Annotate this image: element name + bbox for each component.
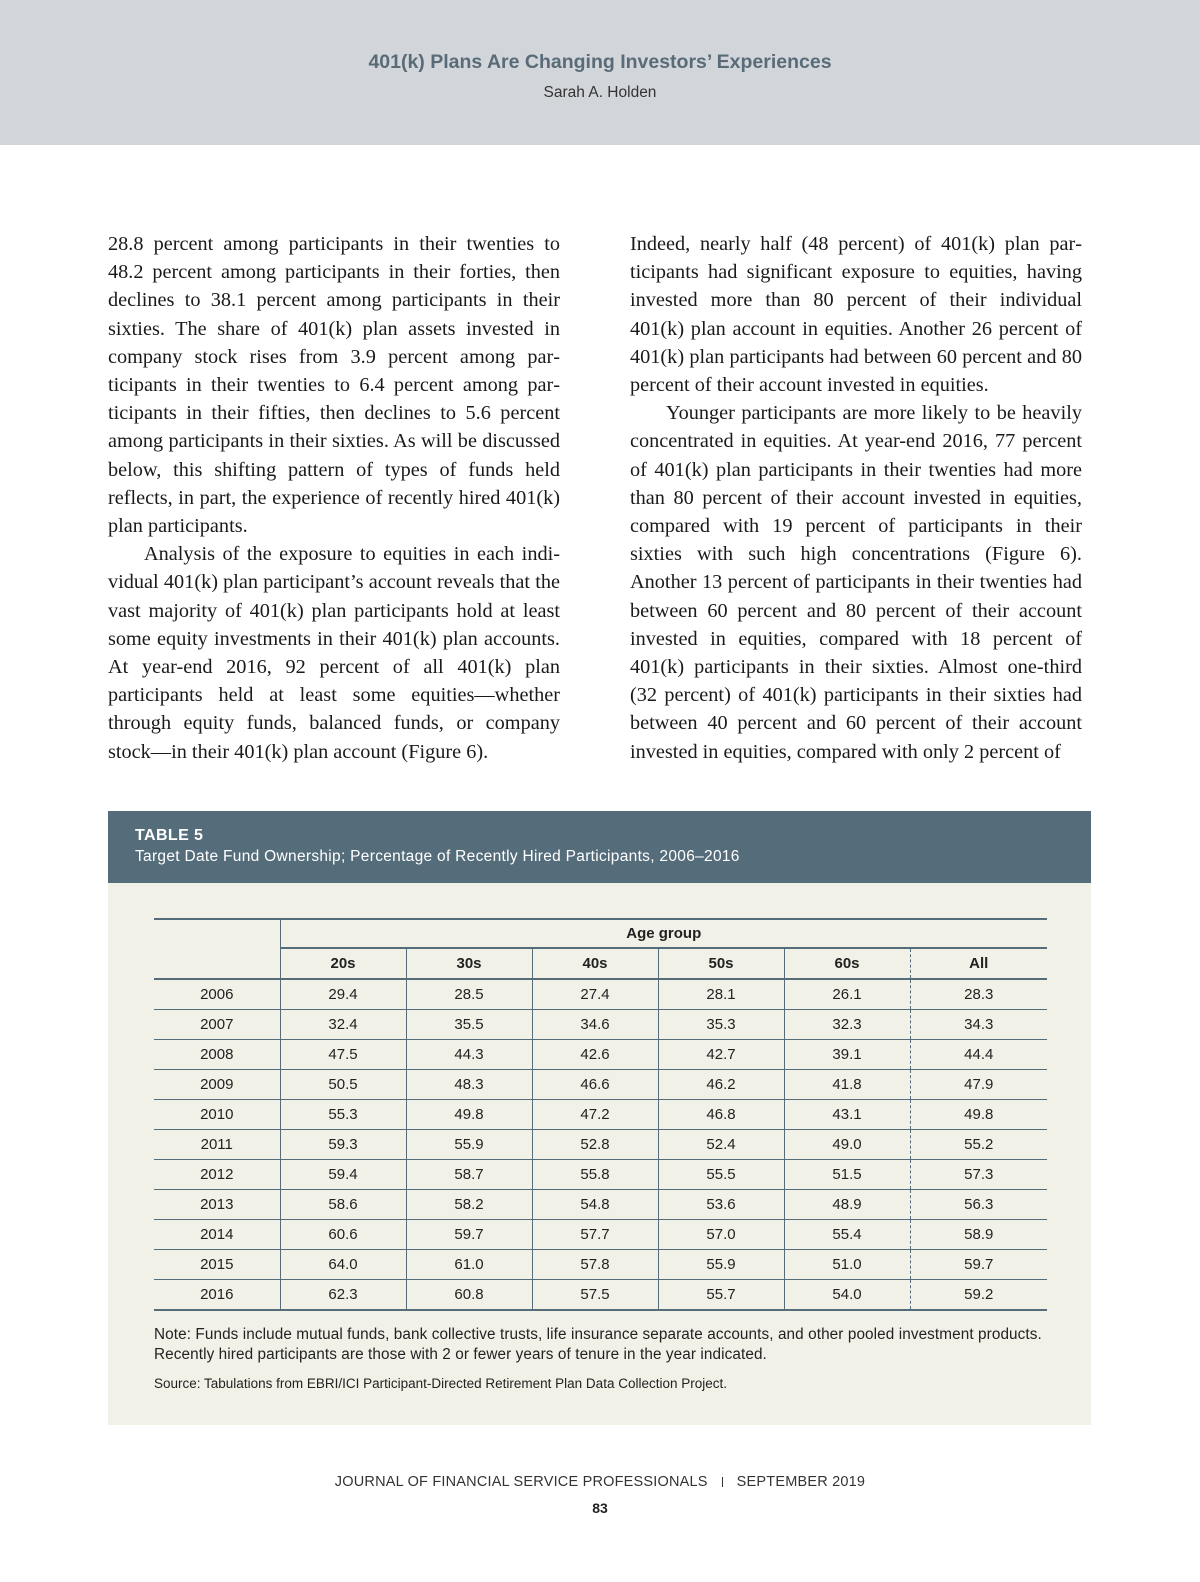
value-cell: 52.4 <box>658 1130 784 1160</box>
value-cell: 55.5 <box>658 1160 784 1190</box>
value-cell: 41.8 <box>784 1070 910 1100</box>
value-cell: 56.3 <box>910 1190 1047 1220</box>
year-cell: 2011 <box>154 1130 280 1160</box>
value-cell: 39.1 <box>784 1040 910 1070</box>
page-footer <box>0 1474 1200 1490</box>
table-source: Source: Tabulations from EBRI/ICI Participant-Directed Retirement Plan Data Collection Project. <box>154 1376 727 1391</box>
value-cell: 51.0 <box>784 1250 910 1280</box>
year-cell: 2016 <box>154 1280 280 1311</box>
value-cell: 35.5 <box>406 1010 532 1040</box>
paragraph: Younger participants are more likely to be heavily concentrated in equities. At year-end 2016, 77 percent of 401(k) plan participants in their twenties had more than 80 percent of their account invested in equities, compared with 19 percent of participants in their sixties with such high concentrations (Figure 6). Another 13 percent of participants in their twenties had between 60 percent and 80 percent of their account invested in equities, compared with 18 percent of 401(k) participants in their sixties. Almost one-third (32 percent) of 401(k) participants in their sixties had between 40 percent and 60 percent of their account invested in equities, compared with only 2 percent of <box>630 402 1082 763</box>
value-cell: 32.4 <box>280 1010 406 1040</box>
age-group-header: Age group <box>280 919 1047 948</box>
paragraph: 28.8 percent among participants in their twenties to 48.2 percent among participants in their forties, then declines to 38.1 percent among participants in their sixties. The share of 401(k) plan assets invested in company stock rises from 3.9 percent among participants in their twenties to 6.4 percent among participants in their fifties, then declines to 5.6 percent among participants in their sixties. As will be discussed below, this shifting pattern of types of funds held reflects, in part, the experience of recently hired 401(k) plan participants. <box>108 233 560 538</box>
value-cell: 55.8 <box>532 1160 658 1190</box>
value-cell: 58.9 <box>910 1220 1047 1250</box>
value-cell: 26.1 <box>784 979 910 1010</box>
value-cell: 27.4 <box>532 979 658 1010</box>
column-header: 60s <box>784 948 910 979</box>
table-row <box>154 1070 1047 1100</box>
table-row <box>154 1010 1047 1040</box>
issue-date: SEPTEMBER 2019 <box>736 1474 866 1490</box>
column-header: 40s <box>532 948 658 979</box>
value-cell: 35.3 <box>658 1010 784 1040</box>
year-cell: 2012 <box>154 1160 280 1190</box>
value-cell: 59.7 <box>910 1250 1047 1280</box>
table-row <box>154 1280 1047 1311</box>
value-cell: 49.8 <box>910 1100 1047 1130</box>
article-author: Sarah A. Holden <box>543 84 657 101</box>
value-cell: 55.9 <box>406 1130 532 1160</box>
value-cell: 49.8 <box>406 1100 532 1130</box>
value-cell: 42.6 <box>532 1040 658 1070</box>
value-cell: 32.3 <box>784 1010 910 1040</box>
table-caption: Target Date Fund Ownership; Percentage of Recently Hired Participants, 2006–2016 <box>135 848 740 865</box>
value-cell: 57.5 <box>532 1280 658 1311</box>
value-cell: 59.4 <box>280 1160 406 1190</box>
value-cell: 57.0 <box>658 1220 784 1250</box>
data-table <box>154 919 1047 1311</box>
value-cell: 29.4 <box>280 979 406 1010</box>
table-row <box>154 1100 1047 1130</box>
table-row <box>154 1220 1047 1250</box>
value-cell: 28.1 <box>658 979 784 1010</box>
value-cell: 58.2 <box>406 1190 532 1220</box>
year-cell: 2014 <box>154 1220 280 1250</box>
value-cell: 64.0 <box>280 1250 406 1280</box>
value-cell: 59.2 <box>910 1280 1047 1311</box>
value-cell: 44.4 <box>910 1040 1047 1070</box>
year-cell: 2008 <box>154 1040 280 1070</box>
value-cell: 46.6 <box>532 1070 658 1100</box>
value-cell: 57.7 <box>532 1220 658 1250</box>
value-cell: 50.5 <box>280 1070 406 1100</box>
table-note: Note: Funds include mutual funds, bank collective trusts, life insurance separate accounts, and other pooled investment products. Recently hired participants are those with 2 or fewer years of tenure in the year indicated. <box>154 1326 1042 1363</box>
column-header: 20s <box>280 948 406 979</box>
value-cell: 49.0 <box>784 1130 910 1160</box>
value-cell: 44.3 <box>406 1040 532 1070</box>
page-number: 83 <box>592 1500 608 1516</box>
value-cell: 48.9 <box>784 1190 910 1220</box>
value-cell: 46.8 <box>658 1100 784 1130</box>
value-cell: 55.3 <box>280 1100 406 1130</box>
value-cell: 55.4 <box>784 1220 910 1250</box>
table-label: TABLE 5 <box>135 827 204 844</box>
year-cell: 2013 <box>154 1190 280 1220</box>
column-header: 50s <box>658 948 784 979</box>
value-cell: 59.7 <box>406 1220 532 1250</box>
value-cell: 43.1 <box>784 1100 910 1130</box>
column-header: All <box>910 948 1047 979</box>
year-cell: 2006 <box>154 979 280 1010</box>
paragraph: Analysis of the exposure to equities in each individual 401(k) plan participant’s account reveals that the vast majority of 401(k) plan participants hold at least some equity investments in their 401(k) plan accounts. At year-end 2016, 92 percent of all 401(k) plan participants held at least some equities—whether through equity funds, balanced funds, or company stock—in their 401(k) plan account (Figure 6). <box>108 543 560 763</box>
value-cell: 59.3 <box>280 1130 406 1160</box>
value-cell: 48.3 <box>406 1070 532 1100</box>
paragraph: Indeed, nearly half (48 percent) of 401(k) plan participants had significant exposure to equities, having invested more than 80 percent of their individual 401(k) plan account in equities. Another 26 percent of 401(k) plan participants had between 60 percent and 80 percent of their account invested in equities. <box>630 233 1082 397</box>
column-header: 30s <box>406 948 532 979</box>
value-cell: 57.8 <box>532 1250 658 1280</box>
value-cell: 52.8 <box>532 1130 658 1160</box>
value-cell: 47.2 <box>532 1100 658 1130</box>
body-column-right <box>630 230 1082 766</box>
value-cell: 60.6 <box>280 1220 406 1250</box>
value-cell: 54.0 <box>784 1280 910 1311</box>
table-row <box>154 1040 1047 1070</box>
value-cell: 34.6 <box>532 1010 658 1040</box>
value-cell: 58.7 <box>406 1160 532 1190</box>
value-cell: 55.7 <box>658 1280 784 1311</box>
value-cell: 42.7 <box>658 1040 784 1070</box>
value-cell: 28.5 <box>406 979 532 1010</box>
table-row <box>154 1160 1047 1190</box>
value-cell: 57.3 <box>910 1160 1047 1190</box>
value-cell: 51.5 <box>784 1160 910 1190</box>
value-cell: 55.9 <box>658 1250 784 1280</box>
footer-separator <box>722 1477 723 1487</box>
value-cell: 55.2 <box>910 1130 1047 1160</box>
running-header <box>0 0 1200 145</box>
value-cell: 53.6 <box>658 1190 784 1220</box>
year-cell: 2015 <box>154 1250 280 1280</box>
body-column-left <box>108 230 560 766</box>
value-cell: 47.5 <box>280 1040 406 1070</box>
year-cell: 2007 <box>154 1010 280 1040</box>
table-row <box>154 1190 1047 1220</box>
value-cell: 47.9 <box>910 1070 1047 1100</box>
journal-name: JOURNAL OF FINANCIAL SERVICE PROFESSIONALS <box>334 1474 708 1490</box>
table-row <box>154 979 1047 1010</box>
year-column-header <box>154 948 280 979</box>
year-cell: 2009 <box>154 1070 280 1100</box>
value-cell: 60.8 <box>406 1280 532 1311</box>
value-cell: 46.2 <box>658 1070 784 1100</box>
table-5-panel <box>108 811 1091 1425</box>
empty-corner-cell <box>154 919 280 948</box>
value-cell: 54.8 <box>532 1190 658 1220</box>
table-row <box>154 1130 1047 1160</box>
value-cell: 62.3 <box>280 1280 406 1311</box>
year-cell: 2010 <box>154 1100 280 1130</box>
table-title-bar <box>108 811 1091 883</box>
value-cell: 28.3 <box>910 979 1047 1010</box>
table-row <box>154 1250 1047 1280</box>
value-cell: 61.0 <box>406 1250 532 1280</box>
value-cell: 34.3 <box>910 1010 1047 1040</box>
value-cell: 58.6 <box>280 1190 406 1220</box>
article-title: 401(k) Plans Are Changing Investors’ Experiences <box>368 51 832 73</box>
